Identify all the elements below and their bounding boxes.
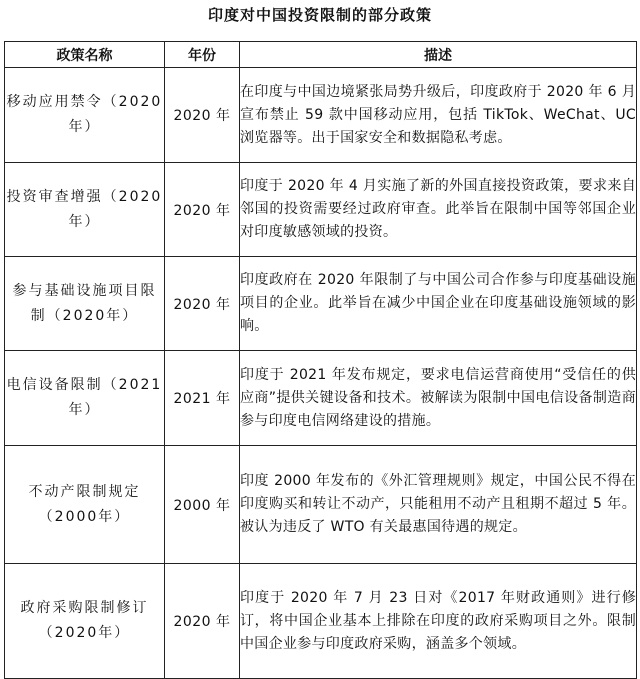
policy-year-cell: 2020 年 xyxy=(165,257,240,351)
table-header-row xyxy=(5,42,637,68)
policy-name-cell: 政府采购限制修订（2020年） xyxy=(5,564,165,679)
table-row xyxy=(5,68,637,163)
table-row xyxy=(5,257,637,351)
policy-year-cell: 2020 年 xyxy=(165,163,240,257)
policy-table xyxy=(4,41,637,679)
policy-year-cell: 2021 年 xyxy=(165,351,240,446)
policy-name-cell: 不动产限制规定（2000年） xyxy=(5,446,165,564)
policy-description-cell: 印度于 2020 年 7 月 23 日对《2017 年财政通则》进行修订，将中国企业基本上排除在印度的政府采购项目之外。限制中国企业参与印度政府采购，涵盖多个领域。 xyxy=(240,564,637,679)
policy-description-cell: 印度于 2021 年发布规定，要求电信运营商使用“受信任的供应商”提供关键设备和技术。被解读为限制中国电信设备制造商参与印度电信网络建设的措施。 xyxy=(240,351,637,446)
policy-name-cell: 投资审查增强（2020年） xyxy=(5,163,165,257)
policy-name-cell: 移动应用禁令（2020年） xyxy=(5,68,165,163)
policy-description-cell: 在印度与中国边境紧张局势升级后，印度政府于 2020 年 6 月宣布禁止 59 款中国移动应用，包括 TikTok、WeChat、UC 浏览器等。出于国家安全和数据隐私考虑。 xyxy=(240,68,637,163)
document-title: 印度对中国投资限制的部分政策 xyxy=(207,6,432,24)
table-row xyxy=(5,446,637,564)
policy-year-cell: 2020 年 xyxy=(165,564,240,679)
policy-name-cell: 电信设备限制（2021年） xyxy=(5,351,165,446)
policy-year-cell: 2000 年 xyxy=(165,446,240,564)
policy-description-cell: 印度于 2020 年 4 月实施了新的外国直接投资政策，要求来自邻国的投资需要经过政府审查。此举旨在限制中国等邻国企业对印度敏感领域的投资。 xyxy=(240,163,637,257)
policy-name-cell: 参与基础设施项目限制（2020年） xyxy=(5,257,165,351)
table-row xyxy=(5,564,637,679)
table-row xyxy=(5,163,637,257)
policy-description-cell: 印度 2000 年发布的《外汇管理规则》规定，中国公民不得在印度购买和转让不动产，只能租用不动产且租期不超过 5 年。被认为违反了 WTO 有关最惠国待遇的规定。 xyxy=(240,446,637,564)
policy-description-cell: 印度政府在 2020 年限制了与中国公司合作参与印度基础设施项目的企业。此举旨在减少中国企业在印度基础设施领域的影响。 xyxy=(240,257,637,351)
column-header-description: 描述 xyxy=(240,42,637,68)
column-header-policy-name: 政策名称 xyxy=(5,42,165,68)
column-header-year: 年份 xyxy=(165,42,240,68)
policy-year-cell: 2020 年 xyxy=(165,68,240,163)
table-row xyxy=(5,351,637,446)
